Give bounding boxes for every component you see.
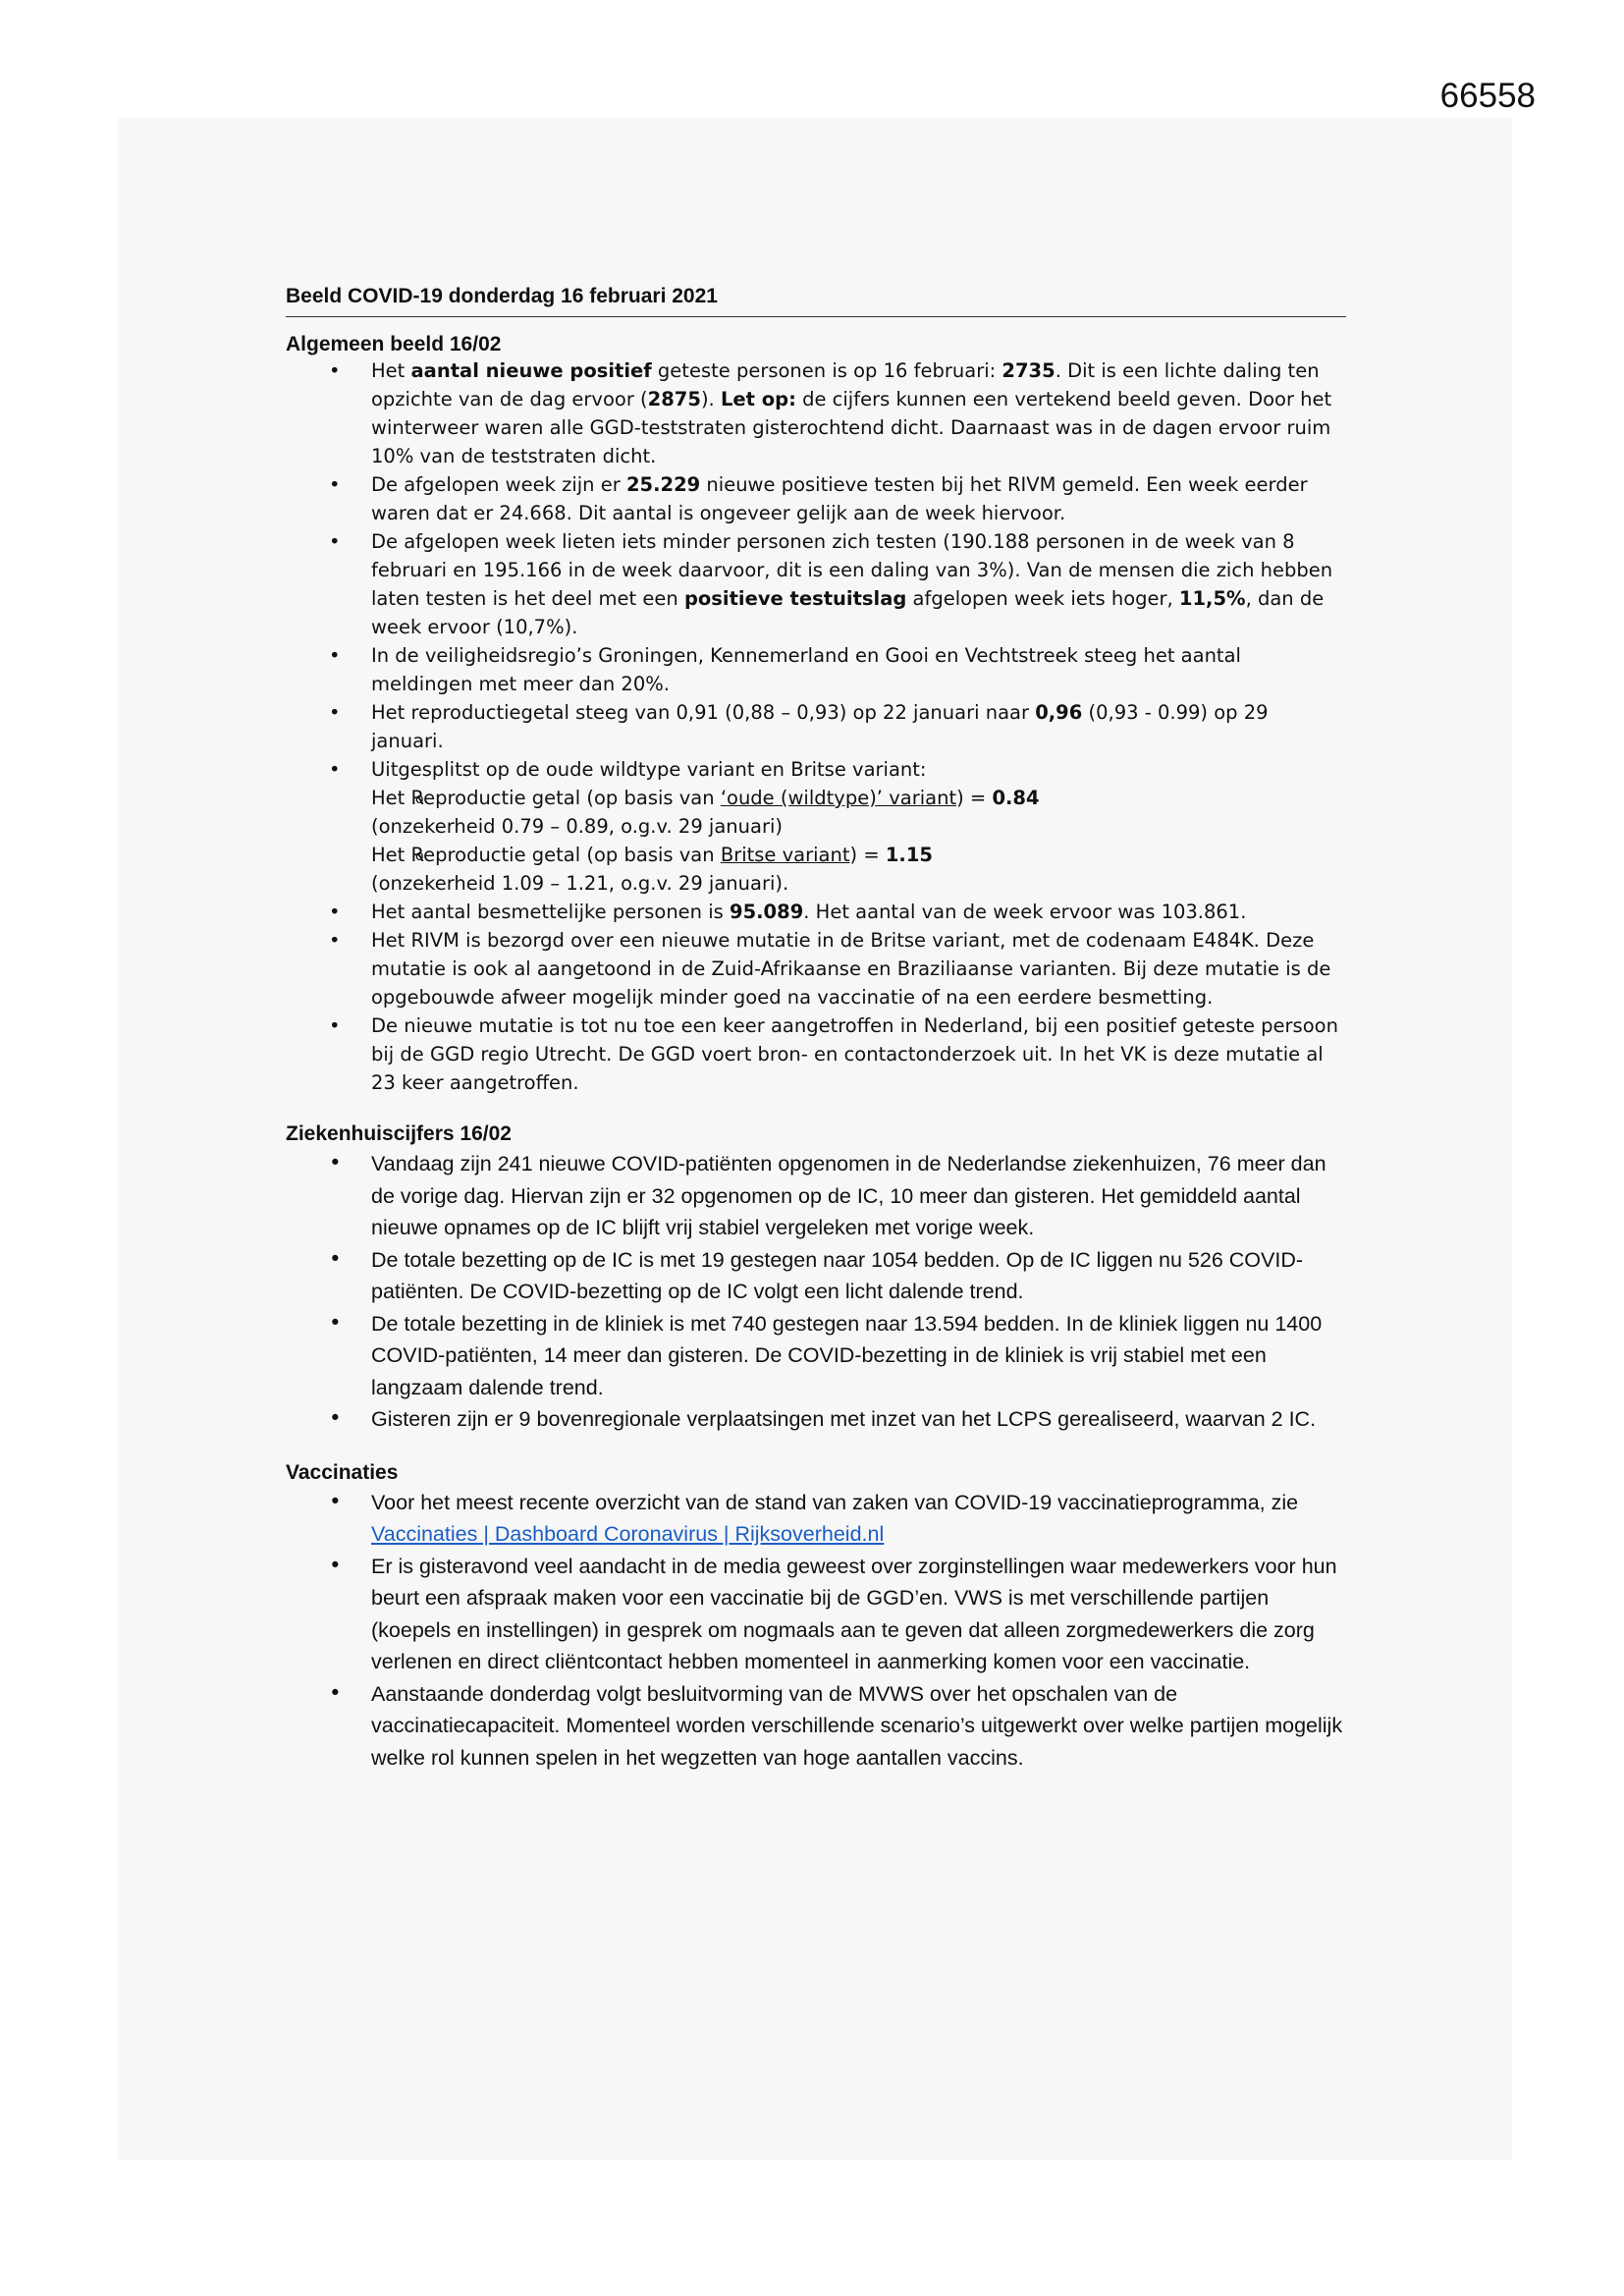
list-item: • Uitgesplitst op de oude wildtype variant en Britse variant: o Het Reproductie getal (op basis van ‘oude (wildtype)’ variant) = 0.84 (onzekerheid 0.79 – 0.89, o.g.v. 29 januari) o Het Reproductie getal (op basis van Britse variant) = 1.15 (onzekerheid 1.09 – 1.21, o.g.v. 29 januari). (286, 755, 1346, 898)
list-item: • Het RIVM is bezorgd over een nieuwe mutatie in de Britse variant, met de codenaam E484K. Deze mutatie is ook al aangetoond in de Zuid-Afrikaanse en Braziliaanse varianten. Bij deze mutatie is de opgebouwde afweer mogelijk minder goed na vaccinatie of na een eerdere besmetting. (286, 926, 1346, 1011)
list-item: • Vandaag zijn 241 nieuwe COVID-patiënten opgenomen in de Nederlandse ziekenhuizen, 76 meer dan de vorige dag. Hiervan zijn er 32 opgenomen op de IC, 10 meer dan gisteren. Het gemiddeld aantal nieuwe opnames op de IC blijft vrij stabiel vergeleken met vorige week. (286, 1148, 1346, 1244)
list-item: • Er is gisteravond veel aandacht in de media geweest over zorginstellingen waar medewerkers voor hun beurt een afspraak maken voor een vaccinatie bij de GGD’en. VWS is met verschillende partijen (koepels en instellingen) in gesprek om nogmaals aan te geven dat alleen zorgmedewerkers die zorg verlenen en direct cliëntcontact hebben momenteel in aanmerking komen voor een vaccinatie. (286, 1551, 1346, 1678)
document-title: Beeld COVID-19 donderdag 16 februari 2021 (286, 285, 1346, 317)
document-body (286, 285, 1346, 1774)
list-item: • Het aantal besmettelijke personen is 95.089. Het aantal van de week ervoor was 103.861. (286, 898, 1346, 926)
list-item: • Aanstaande donderdag volgt besluitvorming van de MVWS over het opschalen van de vaccinatiecapaciteit. Momenteel worden verschillende scenario’s uitgewerkt over welke partijen mogelijk welke rol kunnen spelen in het wegzetten van hoge aantallen vaccins. (286, 1678, 1346, 1775)
list-item: • De totale bezetting op de IC is met 19 gestegen naar 1054 bedden. Op de IC liggen nu 526 COVID-patiënten. De COVID-bezetting op de IC volgt een licht dalende trend. (286, 1244, 1346, 1308)
list-item: • De totale bezetting in de kliniek is met 740 gestegen naar 13.594 bedden. In de kliniek liggen nu 1400 COVID-patiënten, 14 meer dan gisteren. De COVID-bezetting in de kliniek is vrij stabiel met een langzaam dalende trend. (286, 1308, 1346, 1404)
vaccinaties-list (286, 1487, 1346, 1775)
list-item: • Het reproductiegetal steeg van 0,91 (0,88 – 0,93) op 22 januari naar 0,96 (0,93 - 0.99) op 29 januari. (286, 698, 1346, 755)
sub-list-item: o Het Reproductie getal (op basis van ‘oude (wildtype)’ variant) = 0.84 (onzekerheid 0.79 – 0.89, o.g.v. 29 januari) (286, 784, 1346, 841)
algemeen-list (286, 356, 1346, 1097)
sub-list-item: o Het Reproductie getal (op basis van Britse variant) = 1.15 (onzekerheid 1.09 – 1.21, o.g.v. 29 januari). (286, 841, 1346, 898)
section-heading-vaccinaties: Vaccinaties (286, 1460, 399, 1484)
dashboard-link[interactable]: Vaccinaties | Dashboard Coronavirus | Rijksoverheid.nl (371, 1522, 885, 1546)
ziekenhuis-list (286, 1148, 1346, 1436)
document-number: 66558 (1439, 77, 1536, 115)
section-heading-ziekenhuis: Ziekenhuiscijfers 16/02 (286, 1122, 512, 1145)
list-item: • Gisteren zijn er 9 bovenregionale verplaatsingen met inzet van het LCPS gerealiseerd, waarvan 2 IC. (286, 1403, 1346, 1436)
list-item: • In de veiligheidsregio’s Groningen, Kennemerland en Gooi en Vechtstreek steeg het aantal meldingen met meer dan 20%. (286, 641, 1346, 698)
section-heading-algemeen: Algemeen beeld 16/02 (286, 333, 502, 355)
list-item: • Het aantal nieuwe positief geteste personen is op 16 februari: 2735. Dit is een lichte daling ten opzichte van de dag ervoor (2875). Let op: de cijfers kunnen een vertekend beeld geven. Door het winterweer waren alle GGD-teststraten gisterochtend dicht. Daarnaast was in de dagen ervoor ruim 10% van de teststraten dicht. (286, 356, 1346, 470)
list-item: • De afgelopen week lieten iets minder personen zich testen (190.188 personen in de week van 8 februari en 195.166 in de week daarvoor, dit is een daling van 3%). Van de mensen die zich hebben laten testen is het deel met een positieve testuitslag afgelopen week iets hoger, 11,5%, dan de week ervoor (10,7%). (286, 527, 1346, 641)
sub-list (286, 784, 1346, 898)
list-item: • De afgelopen week zijn er 25.229 nieuwe positieve testen bij het RIVM gemeld. Een week eerder waren dat er 24.668. Dit aantal is ongeveer gelijk aan de week hiervoor. (286, 470, 1346, 527)
list-item: • De nieuwe mutatie is tot nu toe een keer aangetroffen in Nederland, bij een positief geteste persoon bij de GGD regio Utrecht. De GGD voert bron- en contactonderzoek uit. In het VK is deze mutatie al 23 keer aangetroffen. (286, 1011, 1346, 1097)
list-item: • Voor het meest recente overzicht van de stand van zaken van COVID-19 vaccinatieprogramma, zie Vaccinaties | Dashboard Coronavirus | Rijksoverheid.nl (286, 1487, 1346, 1551)
